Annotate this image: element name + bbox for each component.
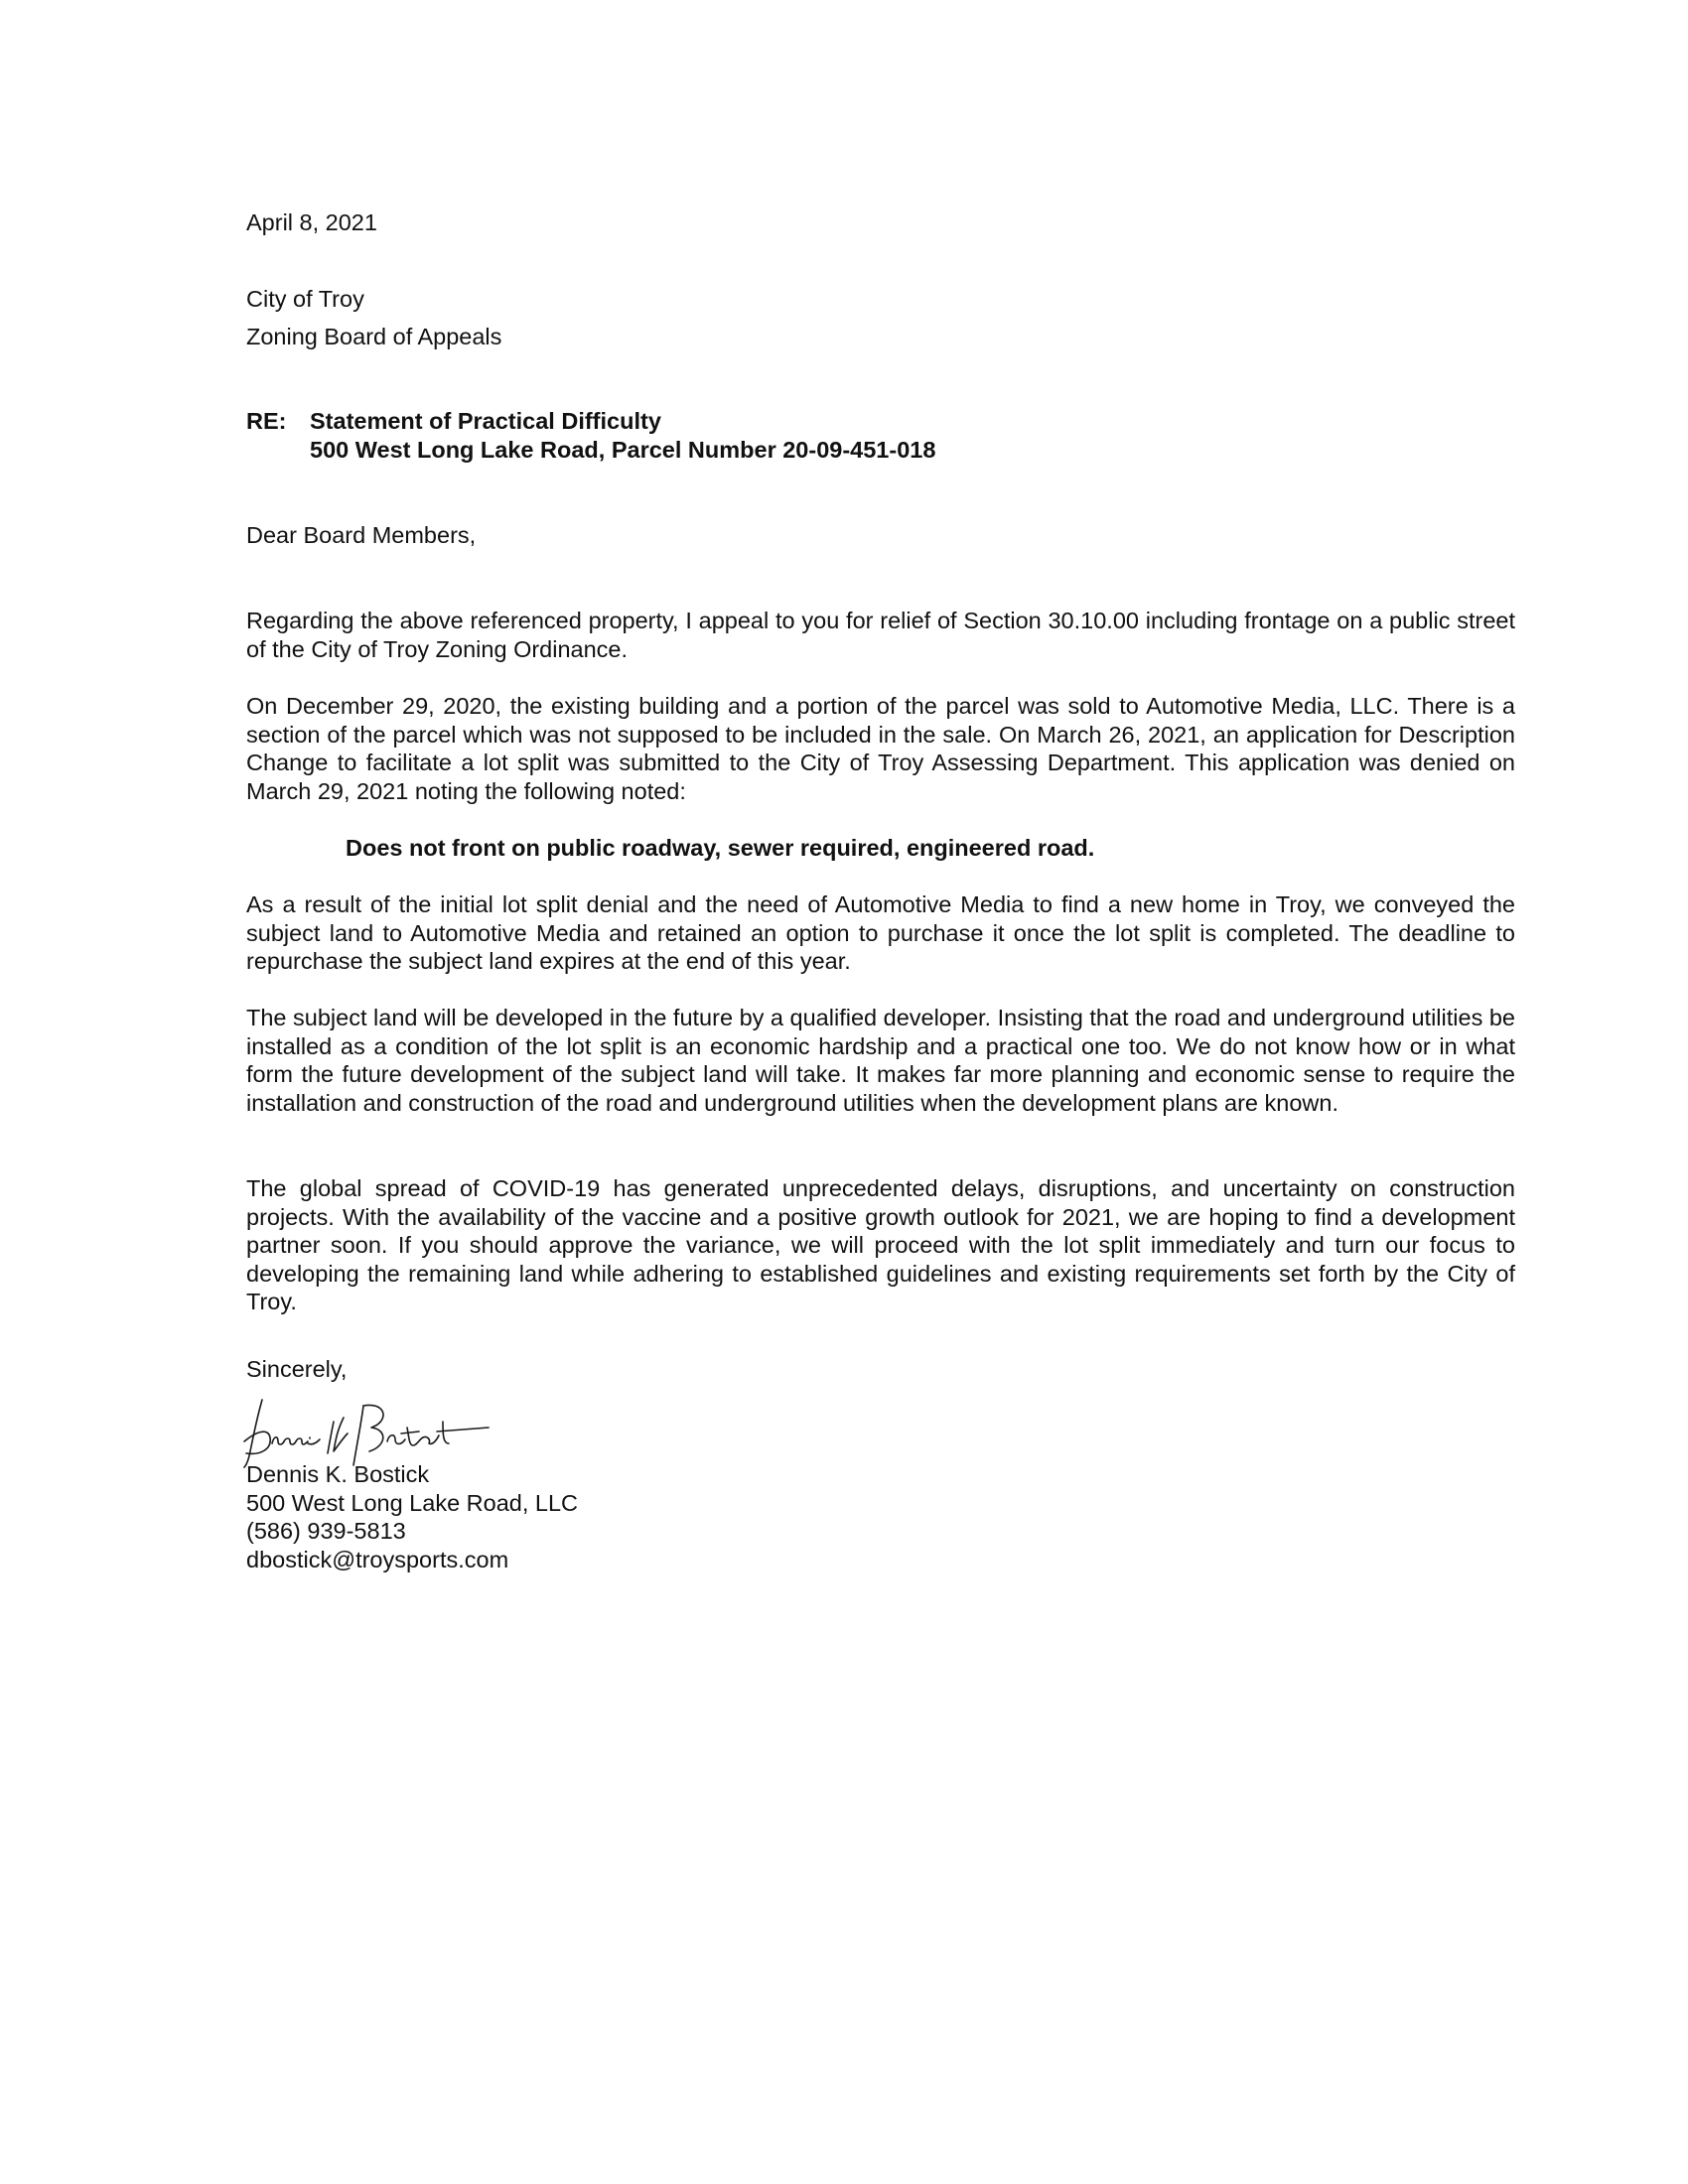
denial-reason-quote: Does not front on public roadway, sewer required, engineered road. [346,835,1095,861]
signer-email: dbostick@troysports.com [246,1546,509,1572]
re-subject [310,407,935,465]
signer-name: Dennis K. Bostick [246,1461,430,1487]
signer-company: 500 West Long Lake Road, LLC [246,1489,579,1516]
body-paragraph-5: The global spread of COVID-19 has generated unprecedented delays, disruptions, and uncertainty on construction projects. With the availability of the vaccine and a positive growth outlook for 2021, we are hoping to find a development partner soon. If you should approve the variance, we will proceed with the lot split immediately and turn our focus to developing the remaining land while adhering to established guidelines and existing requirements set forth by the City of Troy. [246,1175,1515,1315]
re-subject-line-2: 500 West Long Lake Road, Parcel Number 20-09-451-018 [310,437,936,463]
signer-block [246,1460,578,1573]
recipient-line-2: Zoning Board of Appeals [246,324,502,349]
body-paragraph-4: The subject land will be developed in the future by a qualified developer. Insisting that the road and underground utilities be installed as a condition of the lot split is an economic hardship and a practical one too. We do not know how or in what form the future development of the subject land will take. It makes far more planning and economic sense to require the installation and construction of the road and underground utilities when the development plans are known. [246,1005,1515,1116]
re-subject-line-1: Statement of Practical Difficulty [310,408,661,434]
body-paragraph-1: Regarding the above referenced property, I appeal to you for relief of Section 30.10.00 including frontage on a public street of the City of Troy Zoning Ordinance. [246,608,1515,662]
letter-date: April 8, 2021 [246,209,377,235]
handwritten-signature [238,1392,496,1471]
recipient-line-1: City of Troy [246,286,364,312]
signer-phone: (586) 939-5813 [246,1518,406,1544]
closing: Sincerely, [246,1356,348,1382]
signature-text: Dennis K. Bostick [238,1392,246,1393]
re-label: RE: [246,408,287,434]
body-paragraph-3: As a result of the initial lot split denial and the need of Automotive Media to find a new home in Troy, we conveyed the subject land to Automotive Media and retained an option to purchase it once the lot split is completed. The deadline to repurchase the subject land expires at the end of this year. [246,891,1515,975]
body-paragraph-2: On December 29, 2020, the existing building and a portion of the parcel was sold to Automotive Media, LLC. There is a section of the parcel which was not supposed to be included in the sale. On March 26, 2021, an application for Description Change to facilitate a lot split was submitted to the City of Troy Assessing Department. This application was denied on March 29, 2021 noting the following noted: [246,693,1515,804]
salutation: Dear Board Members, [246,522,477,548]
